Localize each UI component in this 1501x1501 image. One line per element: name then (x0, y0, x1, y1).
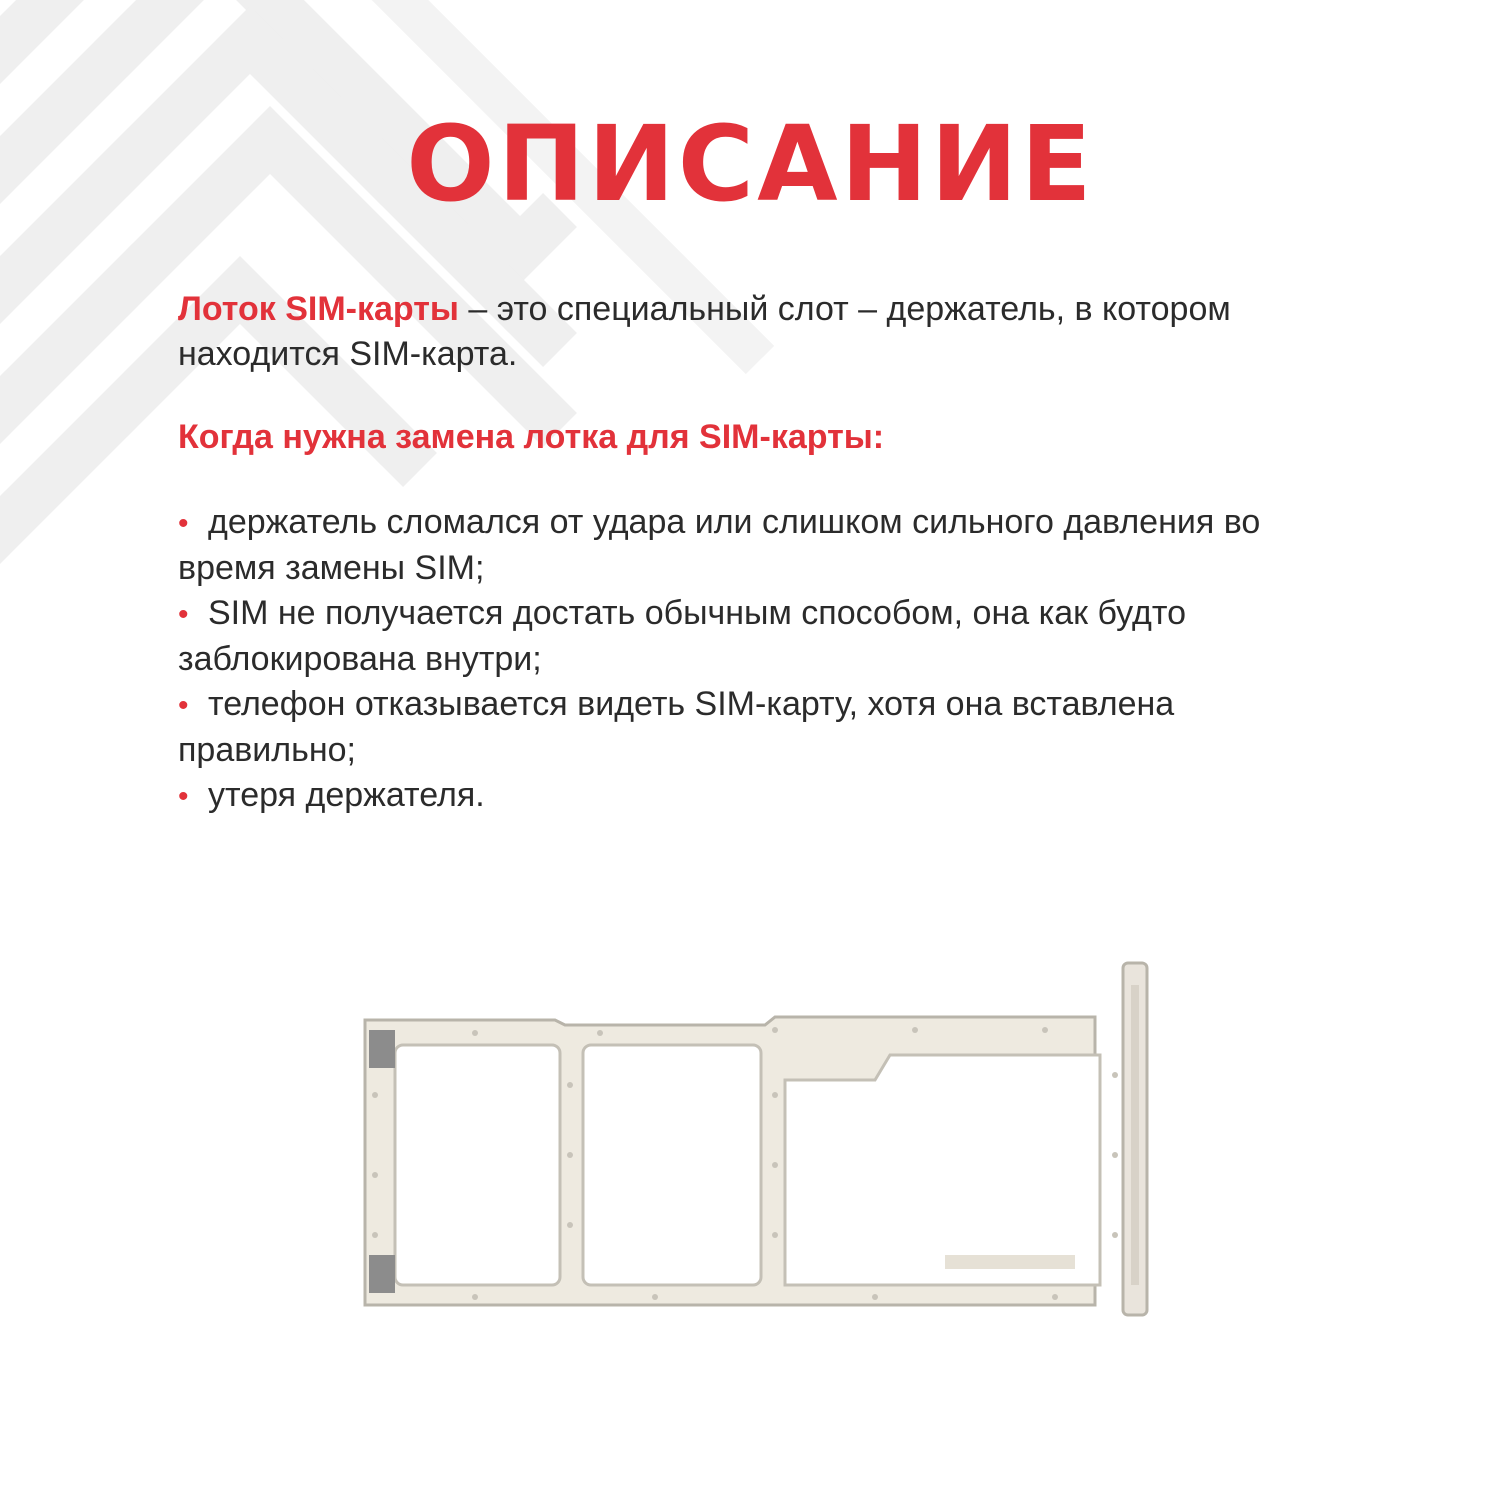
reasons-heading: Когда нужна замена лотка для SIM-карты: (178, 418, 885, 456)
bullet-icon: • (178, 507, 189, 540)
list-item-text: телефон отказывается видеть SIM-карту, хотя она вставлена правильно; (178, 685, 1175, 769)
sim-tray-image (355, 955, 1155, 1325)
list-item (178, 500, 1338, 591)
definition-text: – это специальный слот – держатель, в котором находится SIM-карта. (178, 290, 1231, 373)
definition-term: Лоток SIM-карты (178, 290, 459, 328)
list-item (178, 591, 1338, 682)
bullet-icon: • (178, 689, 189, 722)
list-item-text: утеря держателя. (208, 776, 485, 814)
definition-paragraph (178, 287, 1338, 377)
list-item-text: держатель сломался от удара или слишком сильного давления во время замены SIM; (178, 503, 1261, 587)
list-item-text: SIM не получается достать обычным способом, она как будто заблокирована внутри; (178, 594, 1186, 678)
description-block (178, 287, 1338, 819)
bullet-icon: • (178, 780, 189, 813)
list-item (178, 682, 1338, 773)
bullet-icon: • (178, 598, 189, 631)
reasons-list (178, 500, 1338, 819)
page-title: ОПИСАНИЕ (406, 103, 1095, 225)
list-item (178, 773, 1338, 819)
